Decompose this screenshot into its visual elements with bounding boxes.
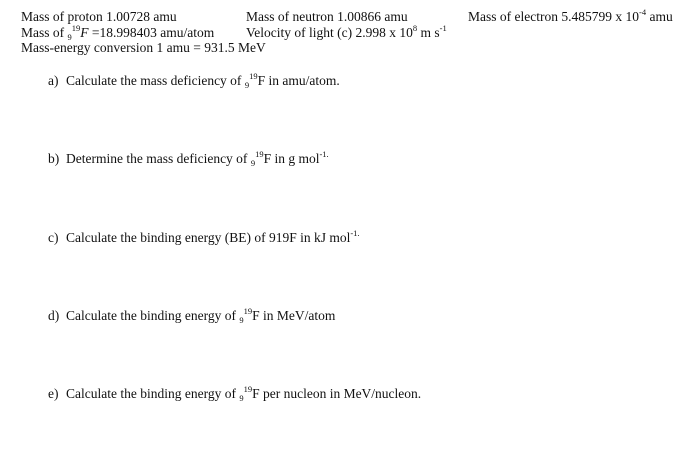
atomic-number: 9 xyxy=(239,393,244,403)
electron-mass-value: Mass of electron 5.485799 x 10 xyxy=(468,9,639,24)
element-symbol: F xyxy=(252,308,260,323)
question-text-end: in MeV/atom xyxy=(259,308,336,323)
question-text-end: in amu/atom. xyxy=(265,73,340,88)
light-velocity-unit: m s xyxy=(417,25,440,40)
question-text: Calculate the binding energy of xyxy=(66,386,240,401)
element-symbol: F xyxy=(252,386,260,401)
mass-energy-conversion-text: Mass-energy conversion 1 amu = 931.5 MeV xyxy=(21,40,266,55)
question-label: b) xyxy=(48,151,60,166)
fluorine-mass-prefix: Mass of xyxy=(21,25,68,40)
light-velocity-value: Velocity of light (c) 2.998 x 10 xyxy=(246,25,413,40)
mass-number: 19 xyxy=(243,306,253,316)
element-symbol: F xyxy=(263,151,272,166)
question-c xyxy=(48,228,360,245)
question-text: Calculate the binding energy of xyxy=(66,308,240,323)
question-label: d) xyxy=(48,308,60,323)
fluorine-atomic-number: 9 xyxy=(67,32,72,42)
atomic-number: 9 xyxy=(244,80,250,90)
mass-number: 19 xyxy=(249,71,258,81)
light-velocity-exponent: 8 xyxy=(412,23,418,33)
unit-exponent: -1. xyxy=(350,228,360,238)
question-label: e) xyxy=(48,386,59,401)
fluorine-mass-text xyxy=(21,23,215,42)
mass-number: 19 xyxy=(255,149,264,159)
mass-number: 19 xyxy=(243,384,253,394)
fluorine-mass-value: =18.998403 amu/atom xyxy=(88,25,215,40)
question-b xyxy=(48,149,329,168)
question-text-end: per nucleon in MeV/nucleon. xyxy=(259,386,422,401)
electron-mass-text xyxy=(468,7,673,24)
electron-mass-unit: amu xyxy=(649,9,673,24)
question-text: Determine the mass deficiency of xyxy=(66,151,251,166)
fluorine-mass-number: 19 xyxy=(71,23,81,33)
question-label: c) xyxy=(48,230,59,245)
light-velocity-text xyxy=(246,23,447,40)
question-text: Calculate the binding energy (BE) of 919F in kJ mol xyxy=(66,230,351,245)
question-text: Calculate the mass deficiency of xyxy=(66,73,245,88)
question-a xyxy=(48,71,340,90)
proton-mass-text: Mass of proton 1.00728 amu xyxy=(21,9,177,24)
fluorine-symbol: F xyxy=(80,25,89,40)
question-text-end: in g mol xyxy=(271,151,320,166)
unit-exponent: -1. xyxy=(319,149,329,159)
element-symbol: F xyxy=(257,73,266,88)
atomic-number: 9 xyxy=(239,315,244,325)
light-velocity-unit-exponent: -1 xyxy=(439,23,447,33)
question-e xyxy=(48,384,422,403)
question-d xyxy=(48,306,336,325)
neutron-mass-text: Mass of neutron 1.00866 amu xyxy=(246,9,408,24)
electron-mass-exponent: -4 xyxy=(638,7,647,17)
atomic-number: 9 xyxy=(250,158,256,168)
question-label: a) xyxy=(48,73,59,88)
